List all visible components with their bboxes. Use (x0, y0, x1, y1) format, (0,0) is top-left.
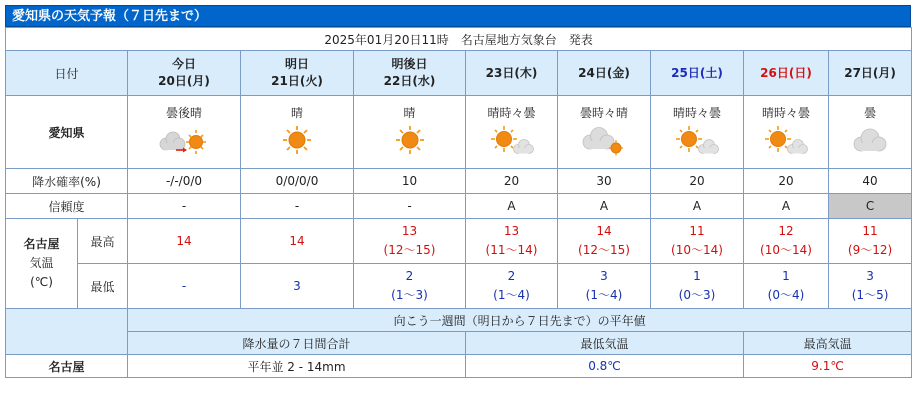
sunny-sometimes-cloudy-icon (488, 124, 536, 156)
reliability-value: C (829, 194, 912, 219)
day-header: 明後日 22日(水) (354, 51, 466, 96)
reliability-value: A (558, 194, 651, 219)
day-header-sunday: 26日(日) (744, 51, 829, 96)
weather-cell (558, 96, 651, 169)
normals-max-value: 9.1℃ (744, 355, 912, 378)
day-header: 24日(金) (558, 51, 651, 96)
high-temp-row (6, 219, 912, 264)
precip-value: 10 (354, 169, 466, 194)
reliability-label: 信頼度 (6, 194, 128, 219)
cloudy-icon (850, 124, 890, 156)
weather-cell (651, 96, 744, 169)
precip-value: 20 (651, 169, 744, 194)
temp-label: 気温 (29, 256, 54, 270)
precip-value: 20 (744, 169, 829, 194)
sunny-sometimes-cloudy-icon (673, 124, 721, 156)
low-label: 最低 (78, 264, 128, 309)
weather-text: 晴時々曇 (487, 106, 536, 120)
precip-value: -/-/0/0 (128, 169, 241, 194)
sunny-icon (279, 124, 315, 156)
day-header: 今日 20日(月) (128, 51, 241, 96)
normals-precip-header: 降水量の７日間合計 (128, 332, 466, 355)
sunny-sometimes-cloudy-icon (762, 124, 810, 156)
weather-text: 曇時々晴 (579, 106, 628, 120)
precip-value: 30 (558, 169, 651, 194)
weather-text: 晴 (290, 106, 303, 120)
forecast-widget (5, 5, 911, 378)
low-temp-cell: 3 (241, 264, 354, 309)
forecast-table (5, 27, 912, 378)
normals-city: 名古屋 (6, 355, 128, 378)
high-temp-cell: 14 (128, 219, 241, 264)
temp-city-label: 名古屋 (23, 237, 60, 251)
reliability-value: A (744, 194, 829, 219)
day-header: 明日 21日(火) (241, 51, 354, 96)
weather-text: 晴時々曇 (761, 106, 810, 120)
reliability-value: A (466, 194, 558, 219)
reliability-value: - (354, 194, 466, 219)
low-temp-cell: - (128, 264, 241, 309)
issued-info: 2025年01月20日11時 名古屋地方気象台 発表 (6, 28, 912, 51)
day-header-saturday: 25日(土) (651, 51, 744, 96)
weather-text: 晴時々曇 (672, 106, 721, 120)
weather-row (6, 96, 912, 169)
high-temp-cell: 14 (12～15) (558, 219, 651, 264)
day-header: 27日(月) (829, 51, 912, 96)
region-label: 愛知県 (6, 96, 128, 169)
reliability-row (6, 194, 912, 219)
precip-label: 降水確率(%) (6, 169, 128, 194)
cloudy-then-sunny-icon (156, 124, 212, 156)
day-header: 23日(木) (466, 51, 558, 96)
weather-cell (128, 96, 241, 169)
weather-cell (829, 96, 912, 169)
low-temp-cell: 3 (1～4) (558, 264, 651, 309)
high-temp-cell: 11 (9～12) (829, 219, 912, 264)
sunny-icon (392, 124, 428, 156)
precip-value: 40 (829, 169, 912, 194)
low-temp-cell: 3 (1～5) (829, 264, 912, 309)
precip-value: 20 (466, 169, 558, 194)
date-label: 日付 (6, 51, 128, 96)
normals-min-value: 0.8℃ (466, 355, 744, 378)
high-temp-cell: 13 (11～14) (466, 219, 558, 264)
normals-columns-row (6, 332, 912, 355)
widget-title: 愛知県の天気予報（７日先まで） (5, 5, 911, 27)
weather-cell (744, 96, 829, 169)
reliability-value: - (128, 194, 241, 219)
low-temp-cell: 2 (1～3) (354, 264, 466, 309)
weather-text: 曇後晴 (165, 106, 202, 120)
high-temp-cell: 11 (10～14) (651, 219, 744, 264)
high-temp-cell: 14 (241, 219, 354, 264)
low-temp-cell: 1 (0～3) (651, 264, 744, 309)
normals-heading-row (6, 309, 912, 332)
weather-cell (466, 96, 558, 169)
normals-precip-value: 平年並 2 - 14mm (128, 355, 466, 378)
reliability-value: - (241, 194, 354, 219)
precip-value: 0/0/0/0 (241, 169, 354, 194)
date-row (6, 51, 912, 96)
high-temp-cell: 12 (10～14) (744, 219, 829, 264)
normals-heading: 向こう一週間（明日から７日先まで）の平年値 (128, 309, 912, 332)
low-temp-cell: 1 (0～4) (744, 264, 829, 309)
temp-city-cell (6, 219, 78, 309)
low-temp-row (6, 264, 912, 309)
normals-max-header: 最高気温 (744, 332, 912, 355)
weather-text: 晴 (403, 106, 416, 120)
cloudy-sometimes-sunny-icon (580, 124, 628, 156)
high-label: 最高 (78, 219, 128, 264)
weather-cell (354, 96, 466, 169)
normals-values-row (6, 355, 912, 378)
weather-text: 曇 (864, 106, 877, 120)
weather-cell (241, 96, 354, 169)
normals-min-header: 最低気温 (466, 332, 744, 355)
precip-row (6, 169, 912, 194)
temp-unit: (℃) (30, 275, 53, 289)
normals-corner (6, 309, 128, 355)
high-temp-cell: 13 (12～15) (354, 219, 466, 264)
low-temp-cell: 2 (1～4) (466, 264, 558, 309)
reliability-value: A (651, 194, 744, 219)
